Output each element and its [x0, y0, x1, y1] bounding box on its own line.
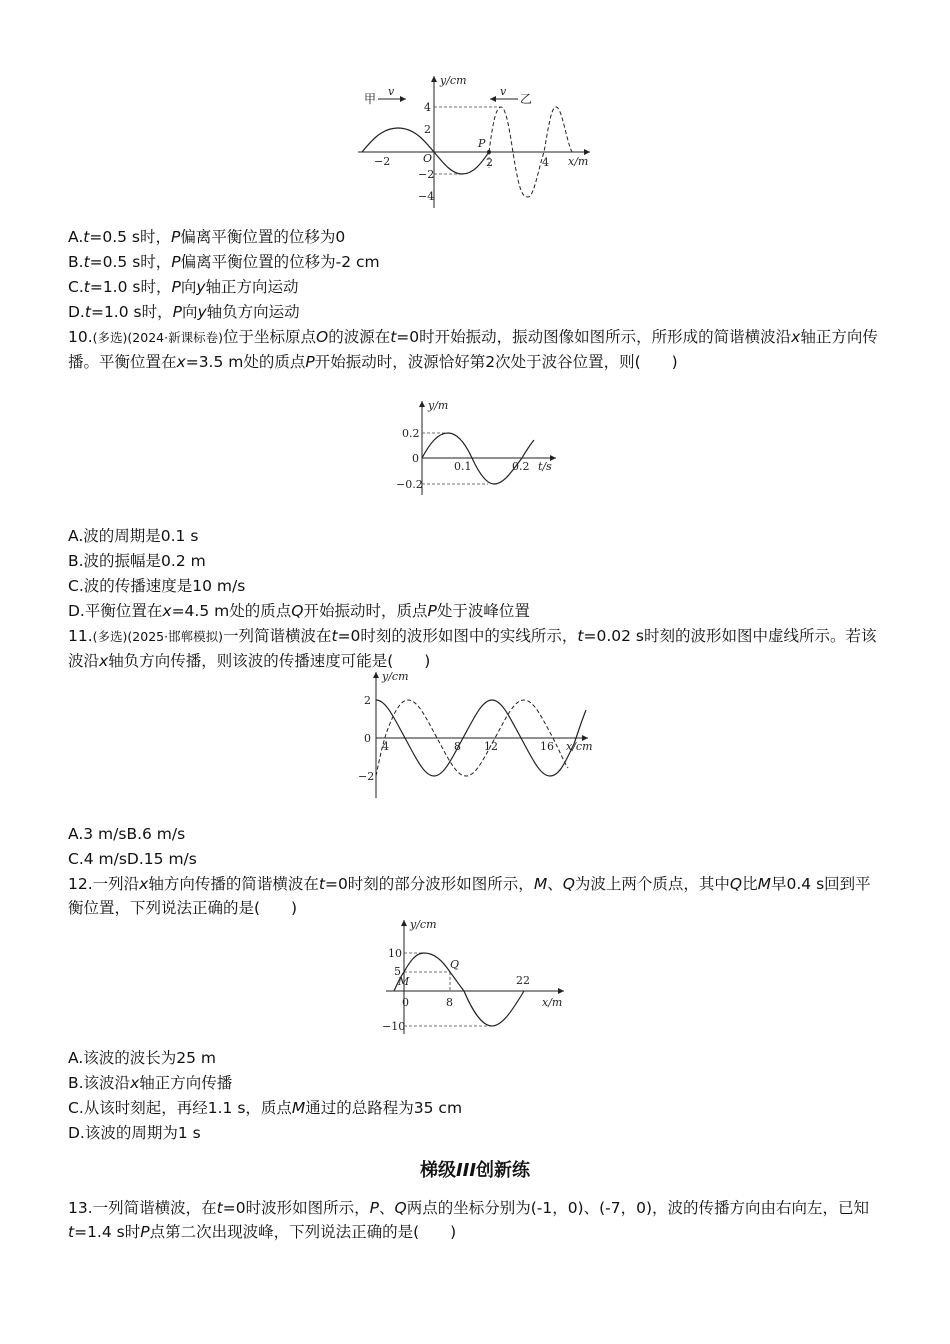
- y-tick: −4: [418, 190, 435, 203]
- velocity-label-right: v: [500, 85, 507, 98]
- y-tick: 0.2: [402, 427, 420, 440]
- option-d-q12: D.该波的周期为1 s: [68, 1124, 201, 1142]
- y-tick: 10: [388, 947, 402, 960]
- question-11-stem: 11.(多选)(2025·邯郸模拟)一列简谐横波在t=0时刻的波形如图中的实线所示，t=0.02 s时刻的波形如图中虚线所示。若该波沿x轴负方向传播，则该波的传播速度可能是( ): [68, 627, 877, 670]
- option-a-q12: A.该波的波长为25 m: [68, 1049, 217, 1067]
- y-axis-label: y/cm: [440, 74, 467, 87]
- point-q-label: Q: [450, 958, 460, 971]
- point-m-label: M: [398, 975, 410, 988]
- x-tick: 0: [402, 996, 409, 1009]
- question-12-stem: 12.一列沿x轴方向传播的简谐横波在t=0时刻的部分波形如图所示，M、Q为波上两个质点，其中Q比M早0.4 s回到平衡位置，下列说法正确的是( ): [68, 875, 871, 917]
- x-tick: 0.2: [512, 460, 530, 473]
- source-yi-label: 乙: [520, 92, 533, 106]
- y-tick: 5: [394, 965, 401, 978]
- option-b-q10: B.波的振幅是0.2 m: [68, 552, 206, 570]
- x-tick: 4: [542, 156, 549, 169]
- y-axis-label: y/m: [428, 399, 449, 412]
- y-tick: 2: [424, 123, 431, 136]
- y-tick: 0: [364, 732, 371, 745]
- question-10-stem: 10.(多选)(2024·新课标卷)位于坐标原点O的波源在t=0时开始振动，振动图像如图所示，所形成的简谐横波沿x轴正方向传播。平衡位置在x=3.5 m处的质点P开始振动时，波源恰好第2次处于波谷位置，则( ): [68, 328, 878, 371]
- y-tick: −2: [418, 168, 435, 181]
- option-d-q9: D.t=1.0 s时，P向y轴负方向运动: [68, 303, 300, 321]
- x-tick: 12: [484, 740, 498, 753]
- velocity-label-left: v: [388, 85, 395, 98]
- source-jia-label: 甲: [364, 92, 377, 106]
- x-tick: −2: [374, 155, 391, 168]
- x-axis-label: x/m: [542, 996, 563, 1009]
- x-tick: 16: [540, 740, 554, 753]
- x-tick: 0.1: [454, 460, 472, 473]
- option-cd-q11: C.4 m/sD.15 m/s: [68, 850, 197, 868]
- question-13-stem: 13.一列简谐横波，在t=0时波形如图所示，P、Q两点的坐标分别为(-1，0)、(-7，0)，波的传播方向由右向左，已知t=1.4 s时P点第二次出现波峰，下列说法正确的是( ): [68, 1199, 870, 1241]
- x-tick: 8: [454, 740, 461, 753]
- y-tick: 4: [424, 101, 431, 114]
- vibration-figure-q10: [388, 397, 568, 499]
- wave-figure-q12: [364, 916, 574, 1038]
- y-tick: 0: [412, 452, 419, 465]
- y-axis-label: y/cm: [382, 670, 409, 683]
- option-c-q12: C.从该时刻起，再经1.1 s，质点M通过的总路程为35 cm: [68, 1099, 463, 1117]
- option-d-q10: D.平衡位置在x=4.5 m处的质点Q开始振动时，质点P处于波峰位置: [68, 602, 530, 620]
- x-axis-label: t/s: [538, 460, 552, 473]
- section-heading: 梯级III创新练: [419, 1160, 531, 1181]
- y-axis-label: y/cm: [410, 918, 437, 931]
- x-tick: 22: [516, 974, 530, 987]
- x-tick: 8: [446, 996, 453, 1009]
- y-tick: −10: [382, 1020, 406, 1033]
- option-a-q10: A.波的周期是0.1 s: [68, 527, 199, 545]
- x-tick: 4: [382, 740, 389, 753]
- x-tick: 2: [486, 156, 493, 169]
- y-tick: −2: [358, 770, 375, 783]
- y-tick: 2: [364, 694, 371, 707]
- option-b-q9: B.t=0.5 s时，P偏离平衡位置的位移为-2 cm: [68, 253, 380, 271]
- option-b-q12: B.该波沿x轴正方向传播: [68, 1074, 233, 1092]
- y-tick: −0.2: [396, 478, 423, 491]
- option-ab-q11: A.3 m/sB.6 m/s: [68, 825, 186, 843]
- x-axis-label: x/m: [568, 155, 589, 168]
- point-p-label: P: [478, 137, 486, 150]
- option-c-q9: C.t=1.0 s时，P向y轴正方向运动: [68, 278, 299, 296]
- option-c-q10: C.波的传播速度是10 m/s: [68, 577, 246, 595]
- x-axis-label: x/cm: [566, 740, 593, 753]
- wave-figure-q9: [350, 70, 600, 212]
- origin-label: O: [423, 152, 433, 165]
- option-a-q9: A.t=0.5 s时，P偏离平衡位置的位移为0: [68, 228, 346, 246]
- wave-figure-q11: [356, 668, 596, 802]
